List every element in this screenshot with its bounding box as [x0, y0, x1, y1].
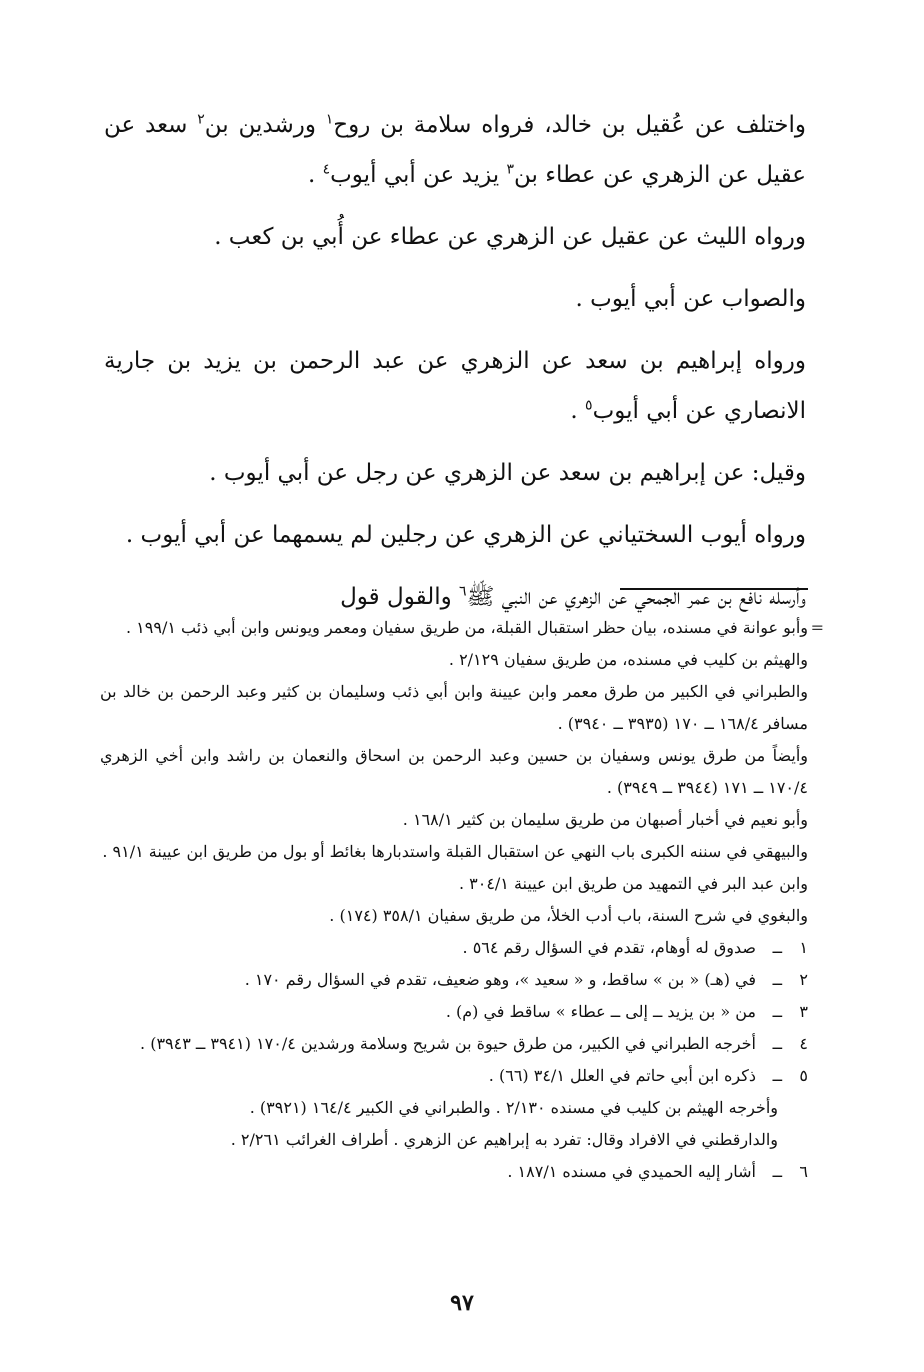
footnote-text: أخرجه الطبراني في الكبير، من طرق حيوة بن شريح وسلامة ورشدين ١٧٠/٤ (٣٩٤١ ــ ٣٩٤٣) . — [140, 1034, 756, 1053]
footnote-dash: ــ — [772, 1002, 782, 1021]
text-run: ورشدين بن — [204, 112, 326, 138]
page-number: ٩٧ — [450, 1290, 474, 1316]
footnote-line: وأيضاً من طرق يونس وسفيان بن حسين وعبد الرحمن بن اسحاق والنعمان بن راشد وابن أخي الزهري ١٧٠/٤ ــ ١٧١ (٣٩٤٤ ــ ٣٩٤٩) . — [100, 746, 808, 797]
footnote-line: والبغوي في شرح السنة، باب أدب الخلأ، من طريق سفيان ٣٥٨/١ (١٧٤) . — [329, 906, 808, 925]
footnote-ref: ٢ — [197, 111, 205, 128]
text-run: . — [570, 398, 586, 424]
footnote-text: صدوق له أوهام، تقدم في السؤال رقم ٥٦٤ . — [462, 938, 756, 957]
text-run: سعد عن عقيل عن الزهري عن عطاء بن — [104, 112, 806, 188]
footnote-text: ذكره ابن أبي حاتم في العلل ٣٤/١ (٦٦) . — [488, 1066, 756, 1085]
text-run: وأرسله نافع بن عمر الجمحي عن الزهري عن النبي ﷺ — [466, 584, 806, 610]
footnote-ref: ٦ — [459, 583, 467, 600]
footnote-separator — [620, 588, 808, 590]
footnote-dash: ــ — [772, 970, 782, 989]
footnote-item — [100, 932, 808, 964]
footnote-number: ٦ — [799, 1162, 808, 1181]
text-run: ورواه إبراهيم بن سعد عن الزهري عن عبد الرحمن بن يزيد بن جارية الانصاري عن أبي أيوب — [104, 348, 806, 424]
footnote-number: ١ — [799, 938, 808, 957]
footnote-ref: ٤ — [322, 161, 331, 178]
text-run: يزيد عن أبي أيوب — [330, 162, 507, 188]
text-run: والقول قول — [340, 584, 460, 610]
text-run: واختلف عن عُقيل بن خالد، فرواه سلامة بن روح — [333, 112, 806, 138]
text-run: . — [307, 162, 323, 188]
footnote-dash: ــ — [772, 938, 782, 957]
footnote-number: ٥ — [799, 1066, 808, 1085]
footnote-dash: ــ — [772, 1034, 782, 1053]
footnote-line: وأبو عوانة في مسنده، بيان حظر استقبال القبلة، من طريق سفيان ومعمر ويونس وابن أبي ذئب ١٩٩/١ . — [125, 618, 808, 637]
footnote-item — [100, 1156, 808, 1188]
footnote-line: وأخرجه الهيثم بن كليب في مسنده ٢/١٣٠ . والطبراني في الكبير ١٦٤/٤ (٣٩٢١) . — [249, 1098, 778, 1117]
footnote-number: ٣ — [799, 1002, 808, 1021]
footnote-item — [100, 964, 808, 996]
footnote-ref: ٥ — [585, 397, 593, 414]
continuation-mark: = — [810, 618, 824, 637]
footnote-text: من « بن يزيد ــ إلى ــ عطاء » ساقط في (م) . — [445, 1002, 756, 1021]
footnote-item — [100, 1028, 808, 1060]
footnote-text: أشار إليه الحميدي في مسنده ١٨٧/١ . — [507, 1162, 756, 1181]
paragraph: ورواه الليث عن عقيل عن الزهري عن عطاء عن أُبي بن كعب . — [214, 224, 806, 250]
footnote-ref: ١ — [325, 111, 334, 128]
footnote-ref: ٣ — [506, 161, 515, 178]
footnote-number: ٤ — [799, 1034, 808, 1053]
footnote-item — [100, 1060, 808, 1092]
footnote-line: والدارقطني في الافراد وقال: تفرد به إبراهيم عن الزهري . أطراف الغرائب ٢/٢٦١ . — [230, 1130, 778, 1149]
footnote-line: وابن عبد البر في التمهيد من طريق ابن عيينة ٣٠٤/١ . — [458, 874, 808, 893]
main-text — [104, 100, 806, 622]
paragraph — [104, 100, 806, 200]
footnote-dash: ــ — [772, 1162, 782, 1181]
footnote-line: وأبو نعيم في أخبار أصبهان من طريق سليمان بن كثير ١٦٨/١ . — [402, 810, 808, 829]
paragraph: وقيل: عن إبراهيم بن سعد عن الزهري عن رجل عن أبي أيوب . — [209, 460, 806, 486]
footnote-item — [100, 996, 808, 1028]
footnote-dash: ــ — [772, 1066, 782, 1085]
footnote-line: والبيهقي في سننه الكبرى باب النهي عن استقبال القبلة واستدبارها بغائط أو بول من طريق ابن عيينة ٩١/١ . — [102, 842, 808, 861]
footnote-text: في (هـ) « بن » ساقط، و « سعيد »، وهو ضعيف، تقدم في السؤال رقم ١٧٠ . — [244, 970, 756, 989]
paragraph: ورواه أيوب السختياني عن الزهري عن رجلين لم يسمهما عن أبي أيوب . — [125, 522, 806, 548]
footnote-line: والهيثم بن كليب في مسنده، من طريق سفيان ٢/١٢٩ . — [448, 650, 808, 669]
footnote-line: والطبراني في الكبير من طرق معمر وابن عيينة وابن أبي ذئب وسليمان بن كثير وعبد الرحمن بن خالد بن مسافر ١٦٨/٤ ــ ١٧٠ (٣٩٣٥ ــ ٣٩٤٠) . — [100, 682, 808, 733]
paragraph — [104, 336, 806, 436]
paragraph: والصواب عن أبي أيوب . — [575, 286, 806, 312]
footnote-number: ٢ — [799, 970, 808, 989]
footnotes — [100, 612, 808, 1188]
